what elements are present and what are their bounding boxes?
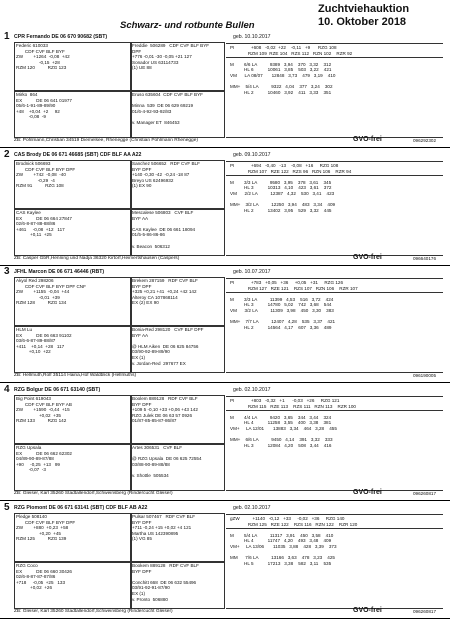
dam-sire-info: Artes 306531 CVF BLF @ RZG Upsala DE 06 625 72554 03/88-90-89-88/88 v. Shottle 505534 [132, 445, 202, 478]
dam-info: RZG Upsala EX DE 06 662 62302 04/89-90-89-87/88 +90 -0,25 +13 99 -0,07 -3 [16, 445, 72, 473]
sire-info: Big Point 619043 CDF CVF BLF BYF AB ZW +1590 -0,44 +15 +0,02 +35 RZM 133 RZG 142 [16, 396, 72, 424]
breeder-line: ZB: Hellmuth,Rolf 35114 Haina,Hof Waldblick (Hellmuths) [14, 373, 137, 378]
entry-divider [0, 618, 450, 619]
dam-info: CAS Kaylee EX DE 06 664 27847 02/6-8-87-88-88/86 +461 -0,08 +12 117 +0,11 +25 [16, 210, 72, 238]
sire-sire-info: Pulsar 507467 RDF CVF BLF BYF DPF +711 -0,24 +15 +0,02 +4 121 Martha US 142390895 (1) VG 85 [132, 514, 196, 542]
lot-code: 096640176 [413, 256, 436, 261]
entry-divider [0, 382, 450, 383]
performance-table: PI +694 -0,40 -13 -0,08 +16 RZG 108 RZM 107 RZE 122 RZS 96 RZN 106 RZR 94 M 3/3 LA 9580 3,95 378 3,61 345 HL 3 10313 4,10 423 3,61 372 VM 2/2 LA 12387 4,32 530 3,41 423 MM+ 3/2 LA 12250 3,94 483 3,34 409 HL 2 13402 3,95 529 3,32 445 [230, 163, 352, 213]
lot-code: 096292302 [413, 138, 436, 143]
sire-info: Akyol Red 298206 CDF CVF BLF BYF DPF CNF ZW +1155 -0,04 +44 -0,01 +39 RZM 128 RZG 134 [16, 278, 86, 306]
bull-name-line: RZG Bolgur DE 06 671 63140 (SBT) [14, 387, 101, 393]
dam-sire-info: Eruso 635604 CDF CVF BLF BYF Minna 539 DE 06 629 69219 01/6-4-92-93-92/83 v. Manager ET 846453 [132, 92, 203, 125]
gvo-status: GVO-frei [353, 607, 382, 614]
dam-info: Mirko 864 EX DE 06 641 01977 05/6-1-91-89-89/90 +48 +0,04 +2 92 -0,08 -9 [16, 92, 72, 120]
birth-date: geb. 10.07.2017 [233, 269, 271, 275]
performance-table: PI +608 -0,02 +22 -0,11 +9 RZG 108 RZM 109 RZE 104 RZS 112 RZN 102 RZR 92 M 6/6 LA 9389 3,94 370 3,32 312 HL 6 10061 3,85 503 3,22 421 VM LA 08/07 12848 3,73 479 3,19 410 MM+ 5/4 LA 9322 4,04 377 3,24 302 HL 2 10460 3,92 411 3,33 351 [230, 45, 353, 95]
bull-entry [0, 149, 450, 271]
performance-table: gZW +1140 -0,12 +33 -0,02 +36 RZG 140 RZM 125 RZE 122 RZS 116 RZN 122 RZR 120 M 5/4 LA 11317 3,91 450 3,58 410 HL 4 11747 4,20 493 3,48 409 VM+ LA 13/06 11035 3,88 428 3,39 373 MM 7/6 LA 13166 3,63 478 3,23 425 HL 5 17213 3,38 582 3,11 535 [230, 516, 358, 566]
breeder-line: ZB: Gleiser, Karl 35260 Stadtallendorf,Schweinsberg (Rindercucht Gleiser) [14, 491, 173, 496]
entry-number: 3 [4, 266, 10, 277]
performance-table: PI +783 +0,05 +36 +0,05 +31 RZG 126 RZM 127 RZE 121 RZS 107 RZN 106 RZR 107 M 3/3 LA 11399 4,53 516 3,72 424 HL 3 14780 5,02 742 3,68 544 VM 3/2 LA 11309 3,98 450 3,30 383 MM+ 7/7 LA 12407 4,28 535 3,37 421 HL 2 14564 4,17 607 3,36 489 [230, 280, 358, 330]
sire-info: Brodnick 506693 CDF CVF BLF BYF DPF ZW +742 -0,08 -40 -0,29 -4 RZM 91 RZG 108 [16, 161, 76, 189]
sire-info: Federic 610033 CDF CVF BLF BYF ZW +1264 -0,08 +42 -0,15 +28 RZM 120 RZG 123 [16, 43, 70, 71]
breeder-line: ZB: Pohlmann,Christian 34519 Diemelsee, Rhenegge (Christian Pohlmann Rhenegge) [14, 138, 198, 143]
entry-divider [0, 500, 450, 501]
breeder-line: ZB: Casper GbR,Henning und Nadja 36320 Kirtorf,Heimertshausen (Caspers) [14, 256, 180, 261]
sire-sire-info: Freddie 506289 CDF CVF BLF BYF DPF +776 -0,01 -30 -0,05 +21 127 Sonador US 63114733 (1) UE 88 [132, 43, 210, 71]
bull-name-line: RZG Piomont DE 06 671 63141 (SBT) CDF BLF AB A22 [14, 505, 148, 511]
dam-sire-info: Bonia-Red 298120 CVF BLF DPF BYF AA @ HLM Aiken DE 06 625 84756 03/90-92-89-89/90 EX (1) v. Jordan-Red 297677 EX [132, 327, 204, 366]
lot-code: 096260817 [413, 491, 436, 496]
gvo-status: GVO-frei [353, 489, 382, 496]
bull-name-line: JFHL Marcon DE 06 671 46446 (RBT) [14, 269, 105, 275]
birth-date: geb. 09.10.2017 [233, 152, 271, 158]
bull-name-line: CPR Fernando DE 06 670 90682 (SBT) [14, 34, 108, 40]
bull-name-line: CAS Brody DE 06 671 46685 (SBT) CDF BLF AA A22 [14, 152, 142, 158]
birth-date: geb. 02.10.2017 [233, 387, 271, 393]
bull-entry [0, 502, 450, 624]
sire-sire-info: Boolem 889128 RDF CVF BLF BYF DPF +109 5 -0,10 +33 +0,06 +43 142 RZG Julek DE 06 63 57 0926 01/87-85-85-87-86/87 [132, 396, 198, 424]
lot-code: 096190005 [413, 373, 436, 378]
bull-entry [0, 384, 450, 506]
header-event: Zuchtviehauktion 10. Oktober 2018 [318, 3, 410, 28]
gvo-status: GVO-frei [353, 136, 382, 143]
dam-info: HLM Lu EX DE 06 663 91102 03/6-6-87-89-88/87 +411 +0,14 +28 117 +0,10 +22 [16, 327, 72, 355]
dam-sire-info: Mescalese 506803 CVF BLF BYF AA CAS Kaylee DE 06 661 18094 01/5-5-86-86-86 v. Beacon 506312 [132, 210, 196, 249]
entry-number: 5 [4, 502, 10, 513]
entry-number: 2 [4, 149, 10, 160]
bull-entry [0, 266, 450, 388]
dam-sire-info: Bookem 889128 RDF CVF BLF BYF DPF Conchitt 668 DE 06 632 55496 03/91-92-91-87/90 EX (1) v. Pronto 506880 [132, 563, 199, 602]
sire-sire-info: Brekem 287159 RDF CVF BLF BYF DPF +325 +0,21 +41 +0,24 +42 142 Alteroy CA 107868114 EX (2) EX 90 [132, 278, 198, 306]
entry-number: 1 [4, 31, 10, 42]
sire-sire-info: Sanchez 506652 RDF CVF BLF BYF DPF +140 -0,30 -42 -0,24 -18 87 Breyo US 62496932 (1) EX 90 [132, 161, 200, 189]
lot-code: 096260817 [413, 609, 436, 614]
sire-info: Pledge 508140 CDF CVF BLF BYF DPF ZW +880 +0,23 +58 +0,20 +45 RZM 125 RZG 139 [16, 514, 76, 542]
bull-entry [0, 31, 450, 153]
dam-info: RZG Coco EX DE 06 660 30426 02/6-8-87-87-87/86 +718 -0,05 +25 133 +0,02 +26 [16, 563, 72, 591]
birth-date: geb. 10.10.2017 [233, 34, 271, 40]
entry-number: 4 [4, 384, 10, 395]
performance-table: PI +803 -0,32 +1 -0,03 +26 RZG 121 RZM 115 RZE 113 RZS 111 RZN 113 RZR 100 M 4/4 LA 9420 3,65 344 3,44 324 HL 4 11258 3,55 400 3,38 381 VM+ LA 12/01 13883 3,34 464 3,28 455 MM+ 6/6 LA 9450 4,14 391 3,32 333 HL 3 12084 4,20 508 3,44 416 [230, 398, 356, 448]
birth-date: geb. 02.10.2017 [233, 505, 271, 511]
header-title: Schwarz- und rotbunte Bullen [120, 20, 255, 31]
entry-divider [0, 147, 450, 148]
gvo-status: GVO-frei [353, 254, 382, 261]
breeder-line: ZB: Gleiser, Karl 35260 Stadtallendorf,Schweinsberg (Rindercucht Gleiser) [14, 609, 173, 614]
